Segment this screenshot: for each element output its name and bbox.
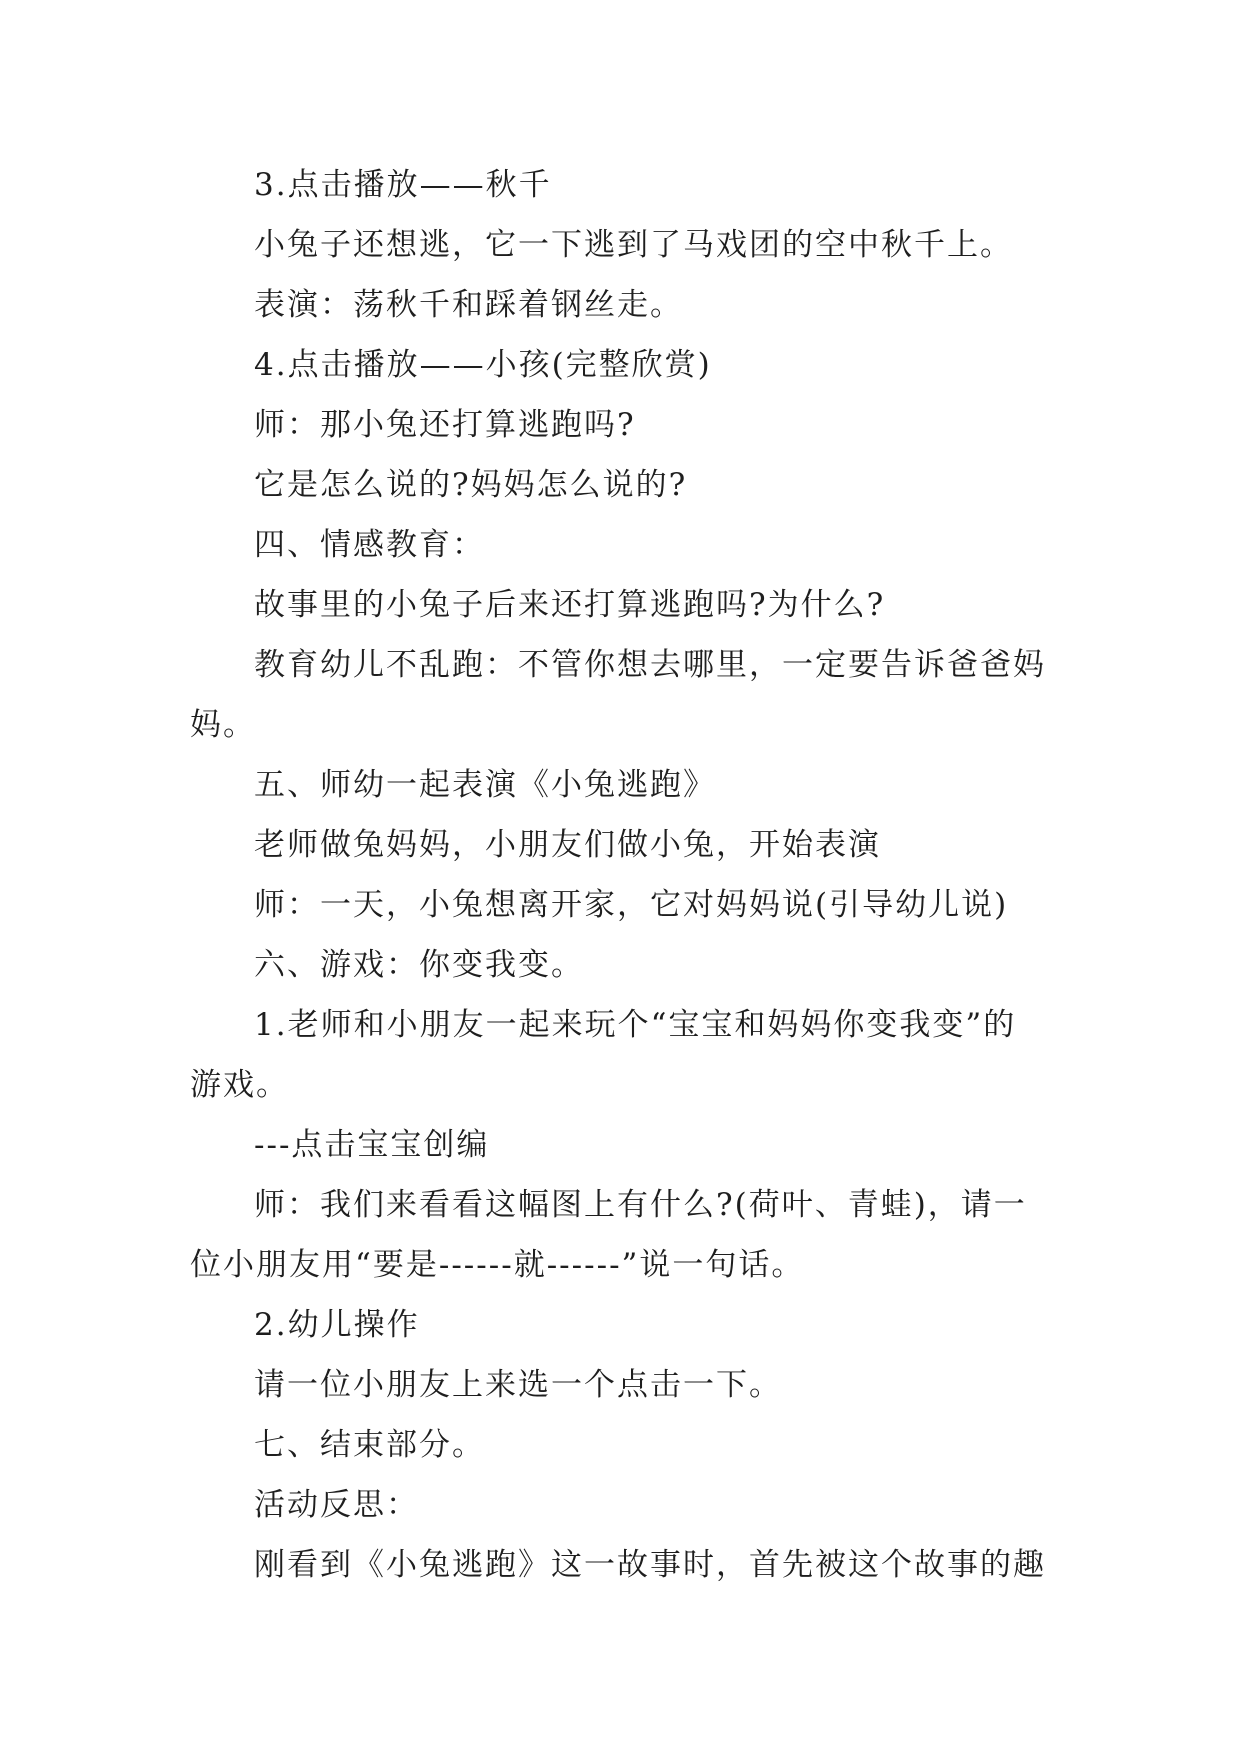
paragraph-line: 表演：荡秋千和踩着钢丝走。: [254, 287, 683, 323]
paragraph-line: 1.老师和小朋友一起来玩个“宝宝和妈妈你变我变”的: [254, 1007, 1017, 1043]
paragraph-line: 教育幼儿不乱跑：不管你想去哪里，一定要告诉爸爸妈: [254, 647, 1046, 683]
paragraph-line-continued: 游戏。: [190, 1067, 289, 1103]
paragraph-line: 它是怎么说的?妈妈怎么说的?: [254, 467, 688, 503]
paragraph-line: ---点击宝宝创编: [254, 1127, 490, 1163]
paragraph-line-continued: 妈。: [190, 707, 256, 743]
step-2-heading: 2.幼儿操作: [254, 1307, 420, 1343]
step-3-heading: 3.点击播放——秋千: [254, 167, 552, 203]
paragraph-line: 师：那小兔还打算逃跑吗?: [254, 407, 636, 443]
paragraph-line: 请一位小朋友上来选一个点击一下。: [254, 1367, 782, 1403]
paragraph-line: 老师做兔妈妈，小朋友们做小兔，开始表演: [254, 827, 881, 863]
section-heading-5: 五、师幼一起表演《小兔逃跑》: [254, 767, 716, 803]
section-heading-6: 六、游戏：你变我变。: [254, 947, 584, 983]
section-heading-4: 四、情感教育：: [254, 527, 485, 563]
section-heading-7: 七、结束部分。: [254, 1427, 485, 1463]
paragraph-line: 小兔子还想逃，它一下逃到了马戏团的空中秋千上。: [254, 227, 1013, 263]
paragraph-line-continued: 位小朋友用“要是------就------”说一句话。: [190, 1247, 805, 1283]
step-4-heading: 4.点击播放——小孩(完整欣赏): [254, 347, 712, 383]
paragraph-line: 刚看到《小兔逃跑》这一故事时，首先被这个故事的趣: [254, 1547, 1046, 1583]
paragraph-line: 师：一天，小兔想离开家，它对妈妈说(引导幼儿说): [254, 887, 1009, 923]
paragraph-line: 故事里的小兔子后来还打算逃跑吗?为什么?: [254, 587, 886, 623]
paragraph-line: 师：我们来看看这幅图上有什么?(荷叶、青蛙)，请一: [254, 1187, 1027, 1223]
reflection-heading: 活动反思：: [254, 1487, 419, 1523]
